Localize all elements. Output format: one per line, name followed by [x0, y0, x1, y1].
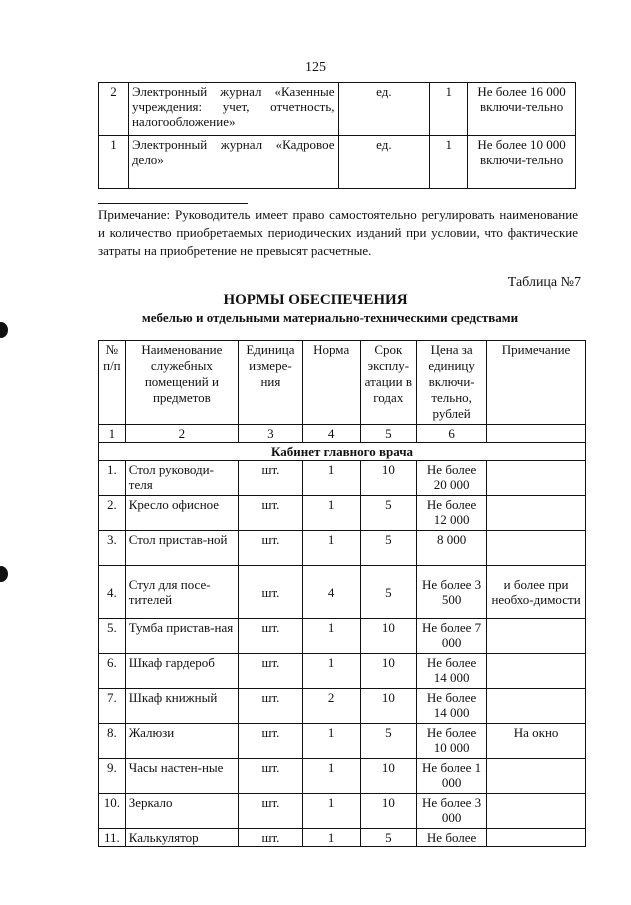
norm: 1 [302, 794, 360, 829]
unit: шт. [239, 566, 303, 619]
row-number: 5. [99, 619, 126, 654]
unit: ед. [338, 136, 430, 189]
section-title: НОРМЫ ОБЕСПЕЧЕНИЯ [223, 292, 408, 308]
item-name: Кресло офисное [125, 496, 238, 531]
unit: шт. [239, 531, 303, 566]
unit: шт. [239, 496, 303, 531]
item-name: Часы настен-ные [125, 759, 238, 794]
item-name: Шкаф книжный [125, 689, 238, 724]
service-years: 10 [360, 619, 417, 654]
price: Не более 10 000 [417, 724, 487, 759]
col-number: 6 [417, 425, 487, 443]
quantity: 1 [430, 83, 468, 136]
unit: шт. [239, 619, 303, 654]
table-header-row [99, 341, 586, 425]
note: На окно [487, 724, 586, 759]
table-label: Таблица №7 [507, 275, 581, 290]
item-name: Стул для посе-тителей [125, 566, 238, 619]
price: Не более 12 000 [417, 496, 487, 531]
table-row [99, 689, 586, 724]
price: Не более 16 000 включи-тельно [468, 83, 576, 136]
norm: 1 [302, 654, 360, 689]
norm: 2 [302, 689, 360, 724]
service-years: 10 [360, 461, 417, 496]
col-number: 5 [360, 425, 417, 443]
unit: шт. [239, 829, 303, 847]
unit: шт. [239, 461, 303, 496]
row-number: 11. [99, 829, 126, 847]
note: и более при необхо-димости [487, 566, 586, 619]
col-number: 3 [239, 425, 303, 443]
table-row [99, 619, 586, 654]
norm: 4 [302, 566, 360, 619]
note [487, 689, 586, 724]
quantity: 1 [430, 136, 468, 189]
table-row [99, 496, 586, 531]
unit: шт. [239, 794, 303, 829]
table-row [99, 794, 586, 829]
section-subtitle: мебелью и отдельными материально-техническими средствами [141, 310, 519, 325]
row-number: 7. [99, 689, 126, 724]
unit: ед. [338, 83, 430, 136]
price: Не более 1 000 [417, 759, 487, 794]
table-row [99, 759, 586, 794]
table-row [99, 136, 576, 189]
note [487, 461, 586, 496]
norm: 1 [302, 619, 360, 654]
item-name: Зеркало [125, 794, 238, 829]
unit: шт. [239, 654, 303, 689]
header-note: Примечание [487, 341, 586, 425]
col-number: 4 [302, 425, 360, 443]
column-number-row [99, 425, 586, 443]
price: Не более 20 000 [417, 461, 487, 496]
header-price: Цена за единицу включи-тельно, рублей [417, 341, 487, 425]
item-name: Калькулятор [125, 829, 238, 847]
row-number: 2 [99, 83, 129, 136]
col-number: 1 [99, 425, 126, 443]
table-row [99, 724, 586, 759]
row-number: 3. [99, 531, 126, 566]
unit: шт. [239, 724, 303, 759]
row-number: 8. [99, 724, 126, 759]
header-norm: Норма [302, 341, 360, 425]
table-row [99, 829, 586, 847]
header-unit: Единица измере-ния [239, 341, 303, 425]
page-number: 125 [305, 60, 326, 75]
note [487, 759, 586, 794]
unit: шт. [239, 759, 303, 794]
section-heading: Кабинет главного врача [99, 443, 586, 461]
item-name: Стол пристав-ной [125, 531, 238, 566]
price: Не более 3 000 [417, 794, 487, 829]
row-number: 1. [99, 461, 126, 496]
norm: 1 [302, 724, 360, 759]
item-name: Электронный журнал «Кадровое дело» [128, 136, 338, 189]
item-name: Стол руководи-теля [125, 461, 238, 496]
table-row [99, 83, 576, 136]
item-name: Жалюзи [125, 724, 238, 759]
service-years: 10 [360, 654, 417, 689]
table-row [99, 654, 586, 689]
unit: шт. [239, 689, 303, 724]
note [487, 794, 586, 829]
row-number: 6. [99, 654, 126, 689]
price: Не более 3 500 [417, 566, 487, 619]
note [487, 531, 586, 566]
note [487, 829, 586, 847]
header-name: Наименование служебных помещений и предметов [125, 341, 238, 425]
item-name: Электронный журнал «Казенные учреждения: учет, отчетность, налогообложение» [128, 83, 338, 136]
service-years: 5 [360, 566, 417, 619]
price: Не более 14 000 [417, 654, 487, 689]
note-paragraph: Примечание: Руководитель имеет право самостоятельно регулировать наименование и количество приобретаемых периодических изданий при условии, что фактические затраты на приобретение не превысят расчетные. [98, 207, 578, 258]
header-number: № п/п [99, 341, 126, 425]
service-years: 10 [360, 794, 417, 829]
price: 8 000 [417, 531, 487, 566]
col-number [487, 425, 586, 443]
norm: 1 [302, 829, 360, 847]
row-number: 1 [99, 136, 129, 189]
service-years: 5 [360, 496, 417, 531]
note [487, 496, 586, 531]
service-years: 5 [360, 724, 417, 759]
price: Не более 7 000 [417, 619, 487, 654]
norms-table [98, 340, 586, 847]
price: Не более 14 000 [417, 689, 487, 724]
norm: 1 [302, 496, 360, 531]
row-number: 10. [99, 794, 126, 829]
section-row [99, 443, 586, 461]
price: Не более [417, 829, 487, 847]
item-name: Тумба пристав-ная [125, 619, 238, 654]
row-number: 4. [99, 566, 126, 619]
binder-hole-mark [0, 566, 8, 582]
service-years: 5 [360, 531, 417, 566]
norm: 1 [302, 461, 360, 496]
table-row [99, 566, 586, 619]
top-table [98, 82, 576, 189]
footnote-divider [98, 203, 248, 204]
col-number: 2 [125, 425, 238, 443]
price: Не более 10 000 включи-тельно [468, 136, 576, 189]
norm: 1 [302, 531, 360, 566]
note [487, 619, 586, 654]
service-years: 5 [360, 829, 417, 847]
item-name: Шкаф гардероб [125, 654, 238, 689]
header-years: Срок эксплу-атации в годах [360, 341, 417, 425]
note [487, 654, 586, 689]
row-number: 9. [99, 759, 126, 794]
service-years: 10 [360, 689, 417, 724]
row-number: 2. [99, 496, 126, 531]
service-years: 10 [360, 759, 417, 794]
table-row [99, 531, 586, 566]
norm: 1 [302, 759, 360, 794]
table-row [99, 461, 586, 496]
